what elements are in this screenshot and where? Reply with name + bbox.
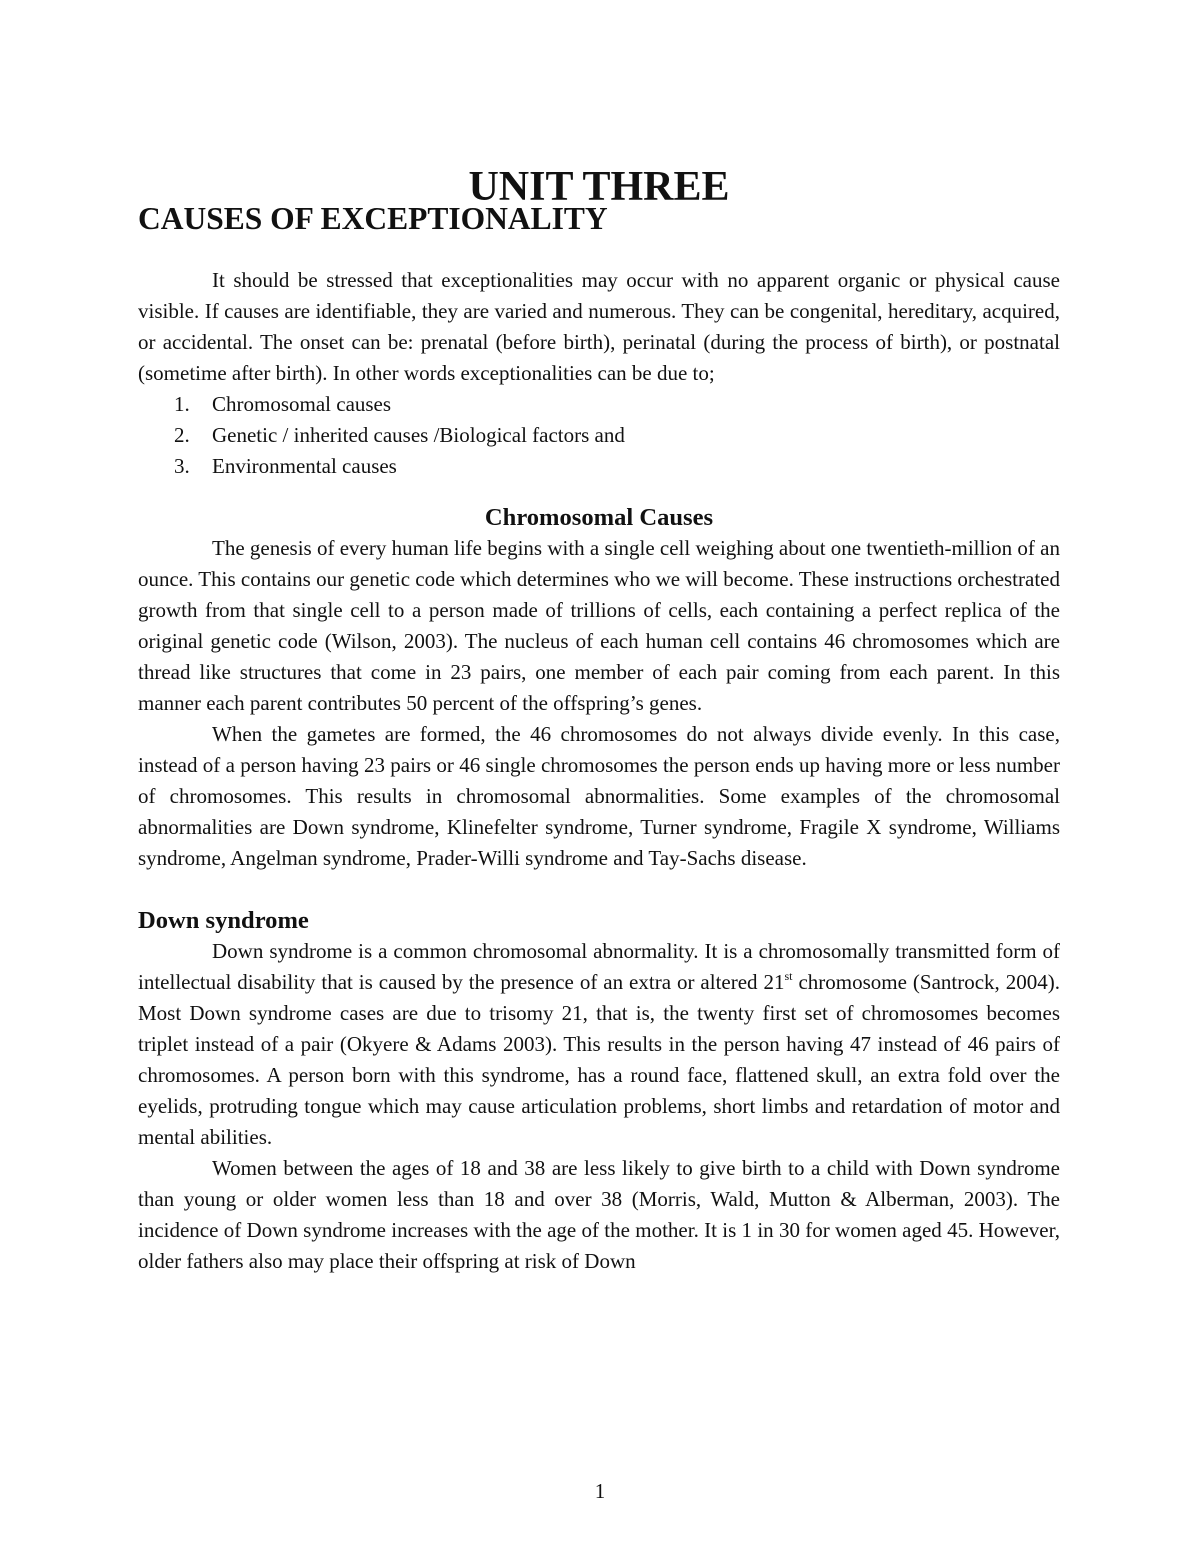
- down-syndrome-paragraph-2: Women between the ages of 18 and 38 are less likely to give birth to a child with Down syndrome than young or older women less than 18 and over 38 (Morris, Wald, Mutton & Alberman, 2003). The incidence of Down syndrome increases with the age of the mother. It is 1 in 30 for women aged 45. However, older fathers also may place their offspring at risk of Down: [138, 1156, 1060, 1273]
- unit-title: UNIT THREE: [468, 164, 730, 210]
- down-p1-after: chromosome (Santrock, 2004). Most Down syndrome cases are due to trisomy 21, that is, the twenty first set of chromosomes becomes triplet instead of a pair (Okyere & Adams 2003). This results in the person having 47 instead of 46 pairs of chromosomes. A person born with this syndrome, has a round face, flattened skull, an extra fold over the eyelids, protruding tongue which may cause articulation problems, short limbs and retardation of motor and mental abilities.: [138, 970, 1060, 1149]
- list-number: 1.: [174, 392, 190, 416]
- spacer: [138, 482, 1060, 502]
- list-item: [138, 389, 1060, 420]
- spacer: [138, 874, 1060, 905]
- document-page: [138, 164, 1060, 1277]
- list-number: 3.: [174, 454, 190, 478]
- down-syndrome-paragraph-1: [138, 936, 1060, 1153]
- list-text: Chromosomal causes: [212, 392, 392, 416]
- spacer: [138, 234, 1060, 265]
- page-number: 1: [594, 1479, 606, 1503]
- ordinal-suffix: st: [784, 969, 793, 983]
- list-item: [138, 420, 1060, 451]
- chromosomal-causes-heading: Chromosomal Causes: [484, 504, 714, 531]
- list-number: 2.: [174, 423, 190, 447]
- section-title: CAUSES OF EXCEPTIONALITY: [138, 201, 608, 236]
- down-p1-before: Down syndrome is a common chromosomal abnormality. It is a chromosomally transmitted form of intellectual disability that is caused by the presence of an extra or altered 21: [138, 939, 1060, 994]
- list-item: [138, 451, 1060, 482]
- list-text: Environmental causes: [212, 454, 397, 478]
- chromosomal-paragraph-1: The genesis of every human life begins with a single cell weighing about one twentieth-million of an ounce. This contains our genetic code which determines who we will become. These instructions orchestrated growth from that single cell to a person made of trillions of cells, each containing a perfect replica of the original genetic code (Wilson, 2003). The nucleus of each human cell contains 46 chromosomes which are thread like structures that come in 23 pairs, one member of each pair coming from each parent. In this manner each parent contributes 50 percent of the offspring’s genes.: [138, 536, 1060, 715]
- intro-paragraph: It should be stressed that exceptionalities may occur with no apparent organic or physical cause visible. If causes are identifiable, they are varied and numerous. They can be congenital, hereditary, acquired, or accidental. The onset can be: prenatal (before birth), perinatal (during the process of birth), or postnatal (sometime after birth). In other words exceptionalities can be due to;: [138, 268, 1060, 385]
- down-syndrome-heading: Down syndrome: [138, 907, 309, 934]
- chromosomal-paragraph-2: When the gametes are formed, the 46 chromosomes do not always divide evenly. In this case, instead of a person having 23 pairs or 46 single chromosomes the person ends up having more or less number of chromosomes. This results in chromosomal abnormalities. Some examples of the chromosomal abnormalities are Down syndrome, Klinefelter syndrome, Turner syndrome, Fragile X syndrome, Williams syndrome, Angelman syndrome, Prader-Willi syndrome and Tay-Sachs disease.: [138, 722, 1060, 870]
- causes-list: [138, 389, 1060, 482]
- list-text: Genetic / inherited causes /Biological factors and: [212, 423, 625, 447]
